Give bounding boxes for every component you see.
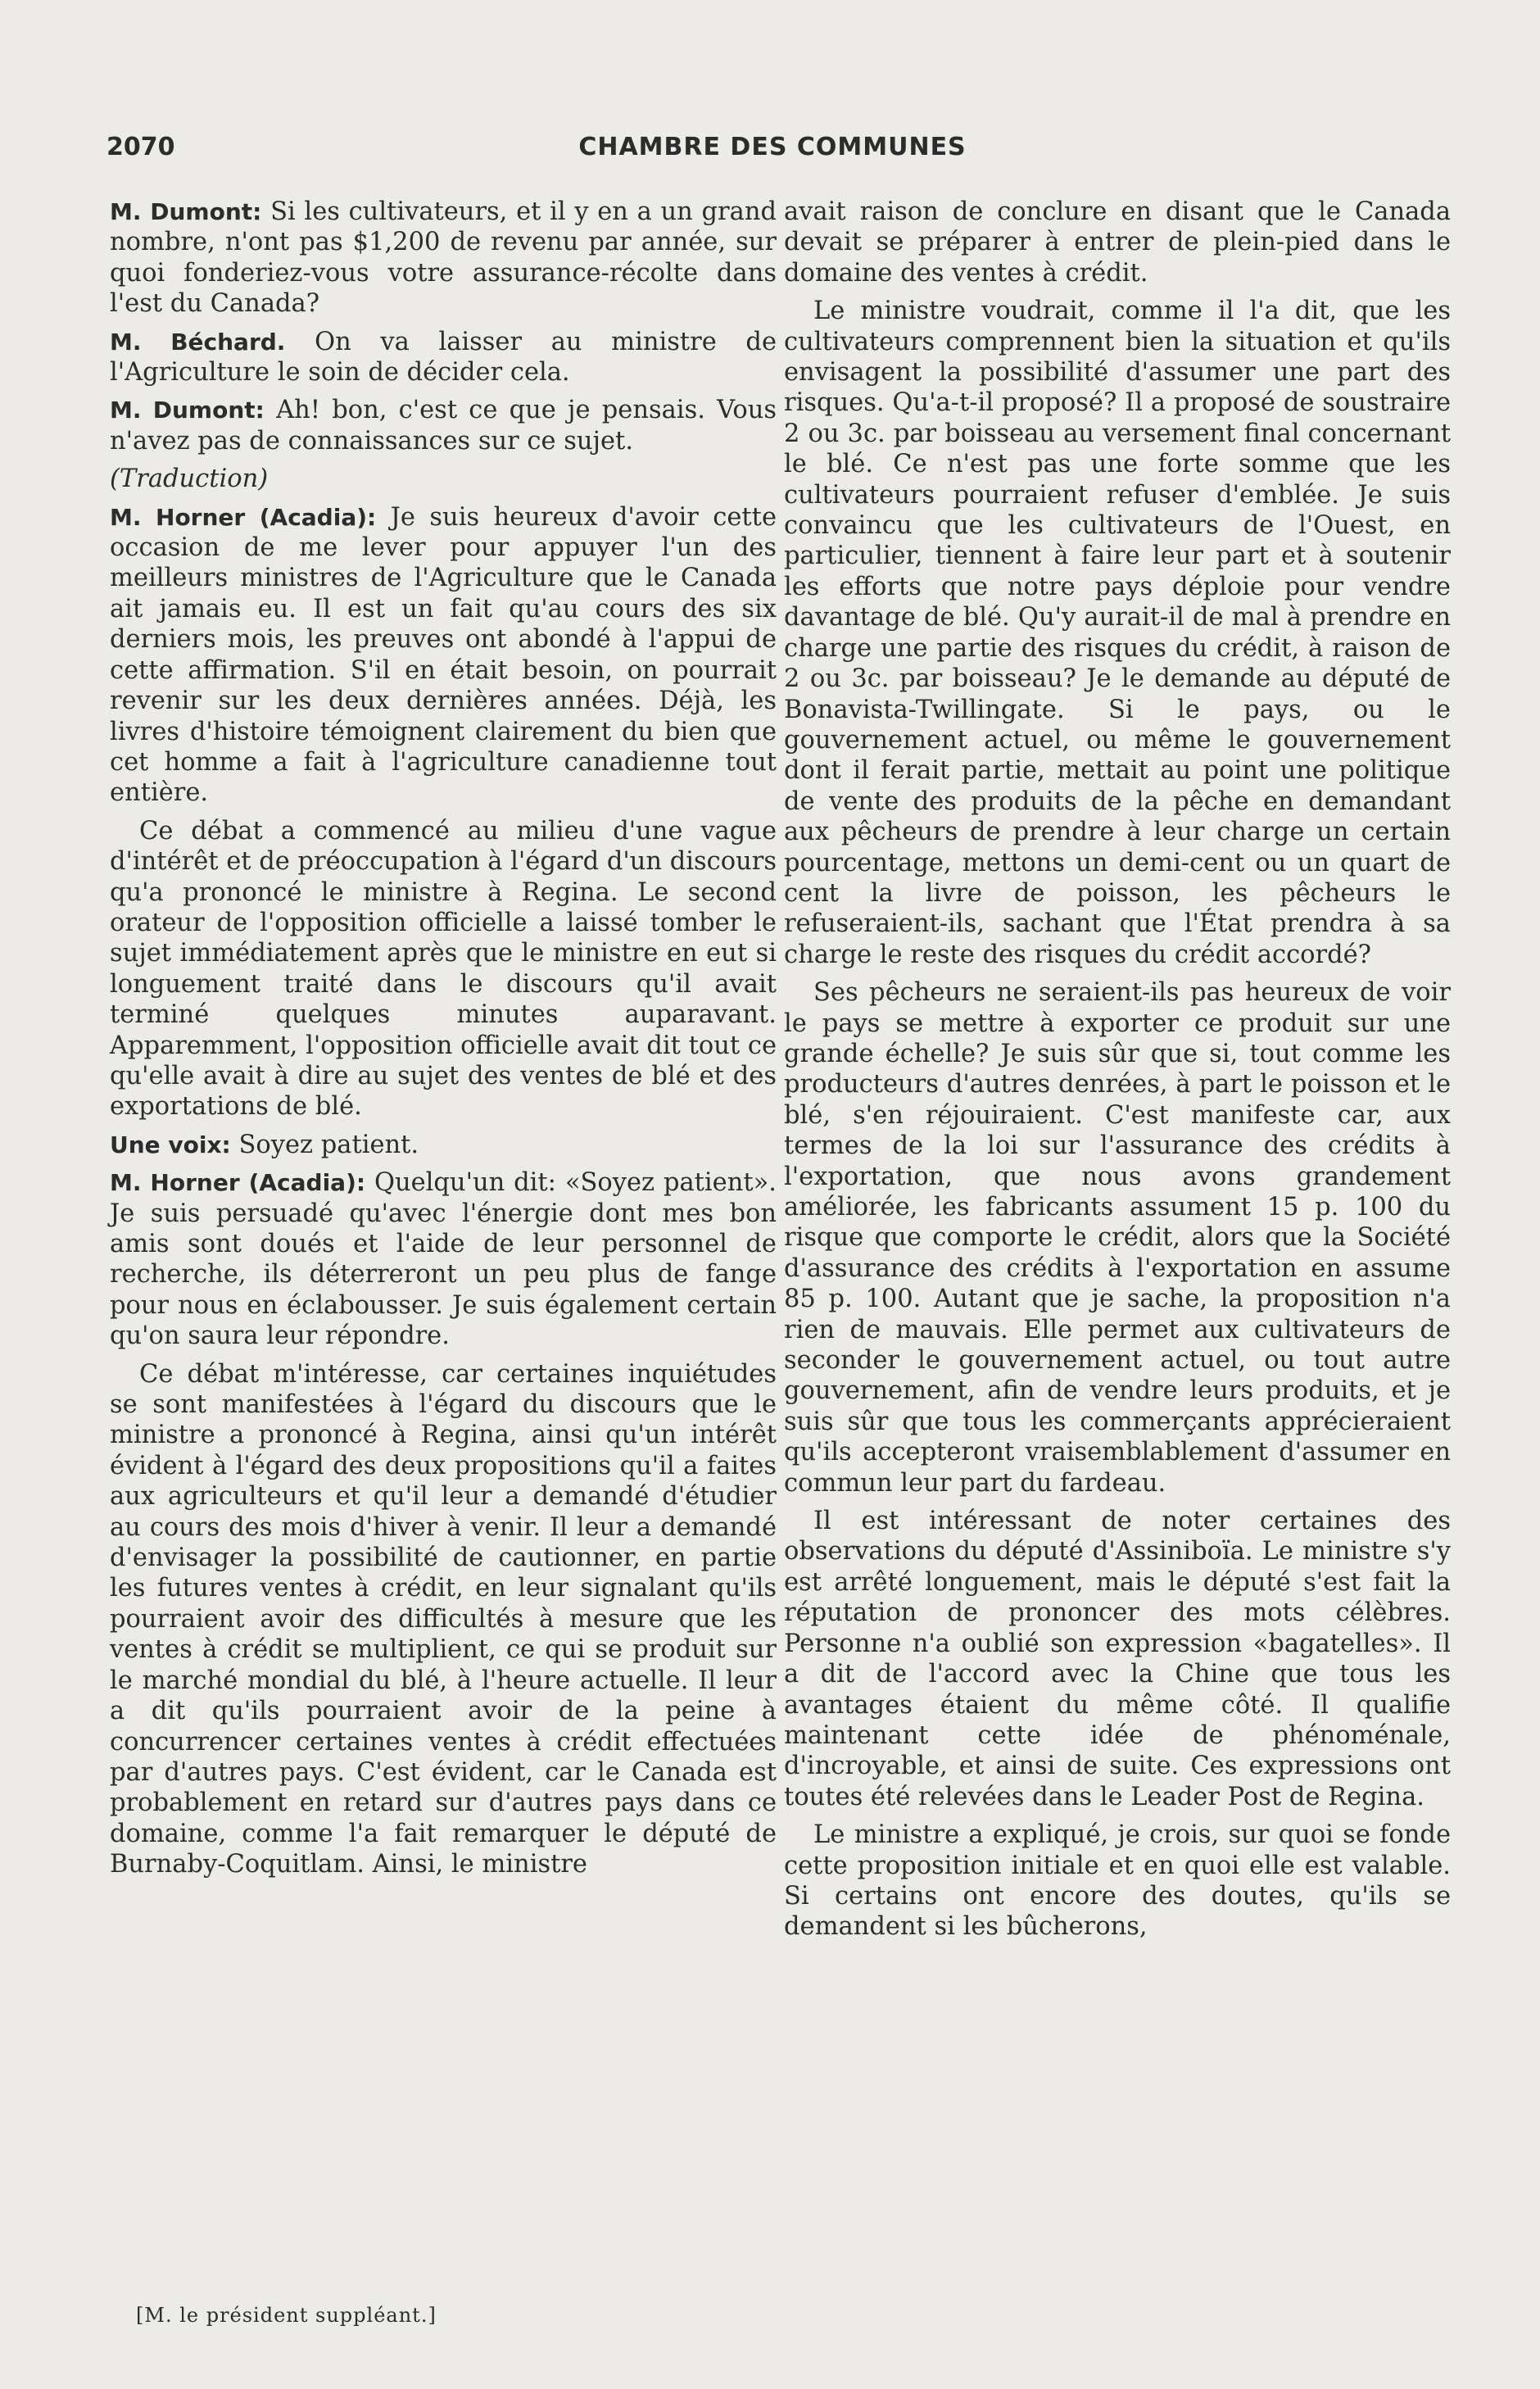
speaker-name: M. Horner (Acadia):: [110, 1169, 366, 1197]
paragraph: Ses pêcheurs ne seraient-ils pas heureux de voir le pays se mettre à exporter ce produit sur une grande échelle? Je suis sûr que si, tout comme les producteurs d'autres denrées, à part le poisson et le blé, s'en réjouiraient. C'est manifeste car, aux termes de la loi sur l'assurance des crédits à l'exportation, que nous avons grandement améliorée, les fabricants assument 15 p. 100 du risque que comporte le crédit, alors que la Société d'assurance des crédits à l'exportation en assume 85 p. 100. Autant que je sache, la proposition n'a rien de mauvais. Elle permet aux cultivateurs de seconder le gouvernement actuel, ou tout autre gouvernement, afin de vendre leurs produits, et je suis sûr que tous les commerçants apprécieraient qu'ils accepteront vraisemblablement d'assumer en commun leur part du fardeau.: [784, 978, 1451, 1498]
paragraph: Le ministre a expliqué, je crois, sur quoi se fonde cette proposition initiale et en quoi elle est valable. Si certains ont encore des doutes, qu'ils se demandent si les bûcherons,: [784, 1820, 1451, 1942]
footer-note: [M. le président suppléant.]: [136, 2304, 437, 2327]
paragraph: [110, 1130, 777, 1160]
speaker-name: M. Horner (Acadia):: [110, 503, 377, 531]
paragraph: [110, 197, 777, 320]
page-number: 2070: [106, 133, 175, 161]
speech-text: On va laisser au ministre de l'Agriculture le soin de décider cela.: [110, 327, 777, 388]
paragraph: Il est intéressant de noter certaines des observations du député d'Assiniboïa. Le ministre s'y est arrêté longuement, mais le député s'est fait la réputation de prononcer des mots célèbres. Personne n'a oublié son expression «bagatelles». Il a dit de l'accord avec la Chine que tous les avantages étaient du même côté. Il qualifie maintenant cette idée de phénoménale, d'incroyable, et ainsi de suite. Ces expressions ont toutes été relevées dans le Leader Post de Regina.: [784, 1507, 1451, 1811]
paragraph: Ce débat m'intéresse, car certaines inquiétudes se sont manifestées à l'égard du discours que le ministre a prononcé à Regina, ainsi qu'un intérêt évident à l'égard des deux propositions qu'il a faites aux agriculteurs et qu'il leur a demandé d'étudier au cours des mois d'hiver à venir. Il leur a demandé d'envisager la possibilité de cautionner, en partie les futures ventes à crédit, en leur signalant qu'ils pourraient avoir des difficultés à mesure que les ventes à crédit se multiplient, ce qui se produit sur le marché mondial du blé, à l'heure actuelle. Il leur a dit qu'ils pourraient avoir de la peine à concurrencer certaines ventes à crédit effectuées par d'autres pays. C'est évident, car le Canada est probablement en retard sur d'autres pays dans ce domaine, comme l'a fait remarquer le député de Burnaby-Coquitlam. Ainsi, le ministre: [110, 1359, 777, 1879]
speech-text: Je suis heureux d'avoir cette occasion de me lever pour appuyer l'un des meilleurs ministres de l'Agriculture que le Canada ait jamais eu. Il est un fait qu'au cours des six derniers mois, les preuves ont abondé à l'appui de cette affirmation. S'il en était besoin, on pourrait revenir sur les deux dernières années. Déjà, les livres d'histoire témoignent clairement du bien que cet homme a fait à l'agriculture canadienne tout entière.: [110, 502, 777, 808]
speech-text: Quelqu'un dit: «Soyez patient». Je suis persuadé qu'avec l'énergie dont mes bon amis sont doués et l'aide de leur personnel de recherche, ils déterreront un peu plus de fange pour nous en éclabousser. Je suis également certain qu'on saura leur répondre.: [110, 1168, 777, 1351]
speech-text: Si les cultivateurs, et il y en a un grand nombre, n'ont pas $1,200 de revenu par année, sur quoi fonderiez-vous votre assurance-récolte dans l'est du Canada?: [110, 197, 777, 319]
paragraph: [110, 1167, 777, 1351]
left-column: [110, 197, 777, 1888]
translation-note: [110, 464, 777, 494]
translation-label: (Traduction): [110, 465, 269, 494]
paragraph: [110, 502, 777, 809]
paragraph: [110, 395, 777, 456]
paragraph: Ce débat a commencé au milieu d'une vague d'intérêt et de préoccupation à l'égard d'un discours qu'a prononcé le ministre à Regina. Le second orateur de l'opposition officielle a laissé tomber le sujet immédiatement après que le ministre en eut si longuement traité dans le discours qu'il avait terminé quelques minutes auparavant. Apparemment, l'opposition officielle avait dit tout ce qu'elle avait à dire au sujet des ventes de blé et des exportations de blé.: [110, 816, 777, 1122]
paragraph: avait raison de conclure en disant que le Canada devait se préparer à entrer de plein-pied dans le domaine des ventes à crédit.: [784, 197, 1451, 288]
right-column: [784, 197, 1451, 1950]
speech-text: Soyez patient.: [230, 1130, 419, 1159]
speaker-name: M. Dumont:: [110, 397, 265, 424]
speaker-name: M. Béchard.: [110, 328, 286, 356]
paragraph: Le ministre voudrait, comme il l'a dit, que les cultivateurs comprennent bien la situation et qu'ils envisagent la possibilité d'assumer une part des risques. Qu'a-t-il proposé? Il a proposé de soustraire 2 ou 3c. par boisseau au versement final concernant le blé. Ce n'est pas une forte somme que les cultivateurs pourraient refuser d'emblée. Je suis convaincu que les cultivateurs de l'Ouest, en particulier, tiennent à faire leur part et à soutenir les efforts que notre pays déploie pour vendre davantage de blé. Qu'y aurait-il de mal à prendre en charge une partie des risques du crédit, à raison de 2 ou 3c. par boisseau? Je le demande au député de Bonavista-Twillingate. Si le pays, ou le gouvernement actuel, ou même le gouvernement dont il ferait partie, mettait au point une politique de vente des produits de la pêche en demandant aux pêcheurs de prendre à leur charge un certain pourcentage, mettons un demi-cent ou un quart de cent la livre de poisson, les pêcheurs le refuseraient-ils, sachant que l'État prendra à sa charge le reste des risques du crédit accordé?: [784, 297, 1451, 969]
speaker-name: Une voix:: [110, 1131, 231, 1158]
speaker-name: M. Dumont:: [110, 198, 262, 225]
paragraph: [110, 327, 777, 388]
page-title: CHAMBRE DES COMMUNES: [578, 133, 967, 161]
speech-text: Ah! bon, c'est ce que je pensais. Vous n'avez pas de connaissances sur ce sujet.: [110, 396, 777, 456]
